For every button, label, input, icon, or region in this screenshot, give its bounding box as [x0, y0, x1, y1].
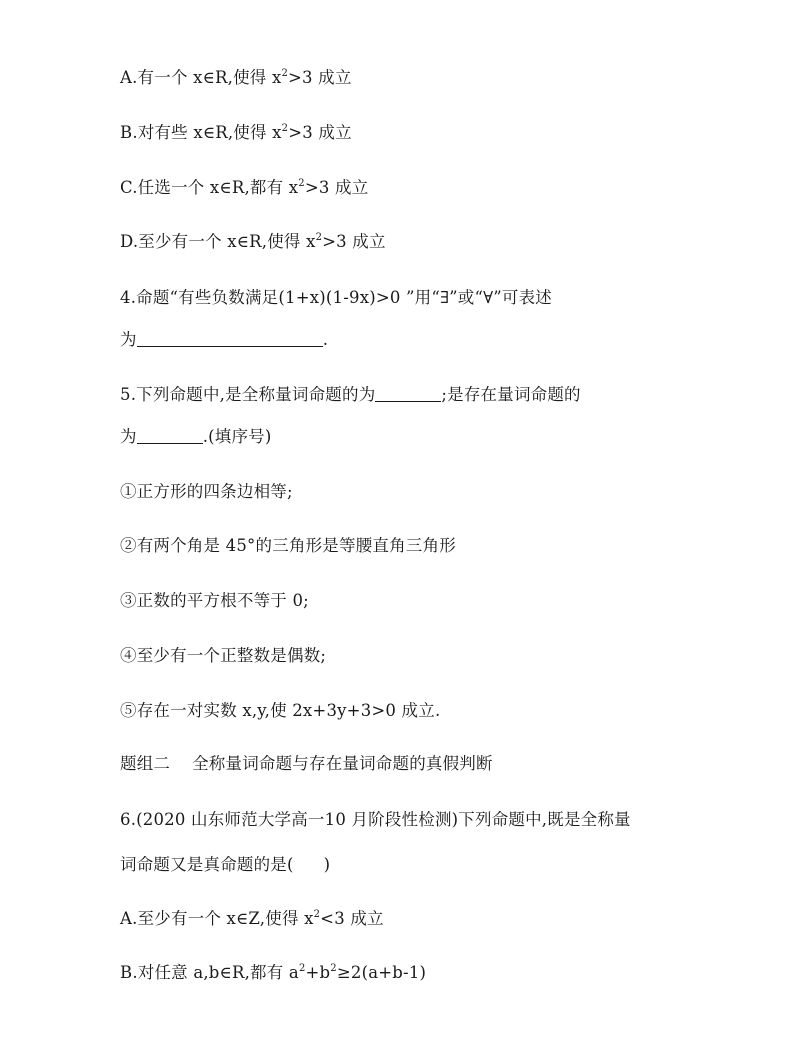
section-heading: 题组二 全称量词命题与存在量词命题的真假判断 — [120, 754, 493, 773]
answer-blank[interactable] — [375, 386, 441, 402]
question-5-answer-line: 为 .(填序号) — [120, 427, 272, 446]
q6-option-b: B.对任意 a,b∈R,都有 $a^2+b^2\ge 2(a+b-1)$ — [120, 963, 427, 982]
answer-blank[interactable] — [137, 428, 203, 444]
q6-option-a: A.至少有一个 x∈Z,使得 $x^2<3$ 成立 — [120, 909, 384, 928]
answer-blank[interactable] — [137, 331, 323, 347]
option-d: D.至少有一个 x∈R,使得 $x^2>3$ 成立 — [120, 232, 386, 251]
option-c: C.任选一个 x∈R,都有 $x^2>3$ 成立 — [120, 178, 369, 197]
question-6: 6.(2020 山东师范大学高一10 月阶段性检测)下列命题中,既是全称量 — [120, 810, 631, 829]
option-a: A.有一个 x∈R,使得 $x^2>3$ 成立 — [120, 68, 352, 87]
list-item: ②有两个角是 45°的三角形是等腰直角三角形 — [120, 536, 456, 555]
list-item: ⑤存在一对实数 x,y,使 2x+3y+3>0 成立. — [120, 701, 441, 720]
option-b: B.对有些 x∈R,使得 $x^2>3$ 成立 — [120, 123, 352, 142]
list-item: ③正数的平方根不等于 0; — [120, 591, 309, 610]
question-4-answer-line: 为 . — [120, 330, 329, 349]
list-item: ④至少有一个正整数是偶数; — [120, 646, 327, 665]
question-5: 5.下列命题中,是全称量词命题的为 ;是存在量词命题的 — [120, 385, 581, 404]
question-4: 4.命题“有些负数满足(1+x)(1-9x)>0 ”用“∃”或“∀”可表述 — [120, 288, 552, 307]
question-6-cont: 词命题又是真命题的是( ) — [120, 855, 331, 874]
list-item: ①正方形的四条边相等; — [120, 482, 293, 501]
